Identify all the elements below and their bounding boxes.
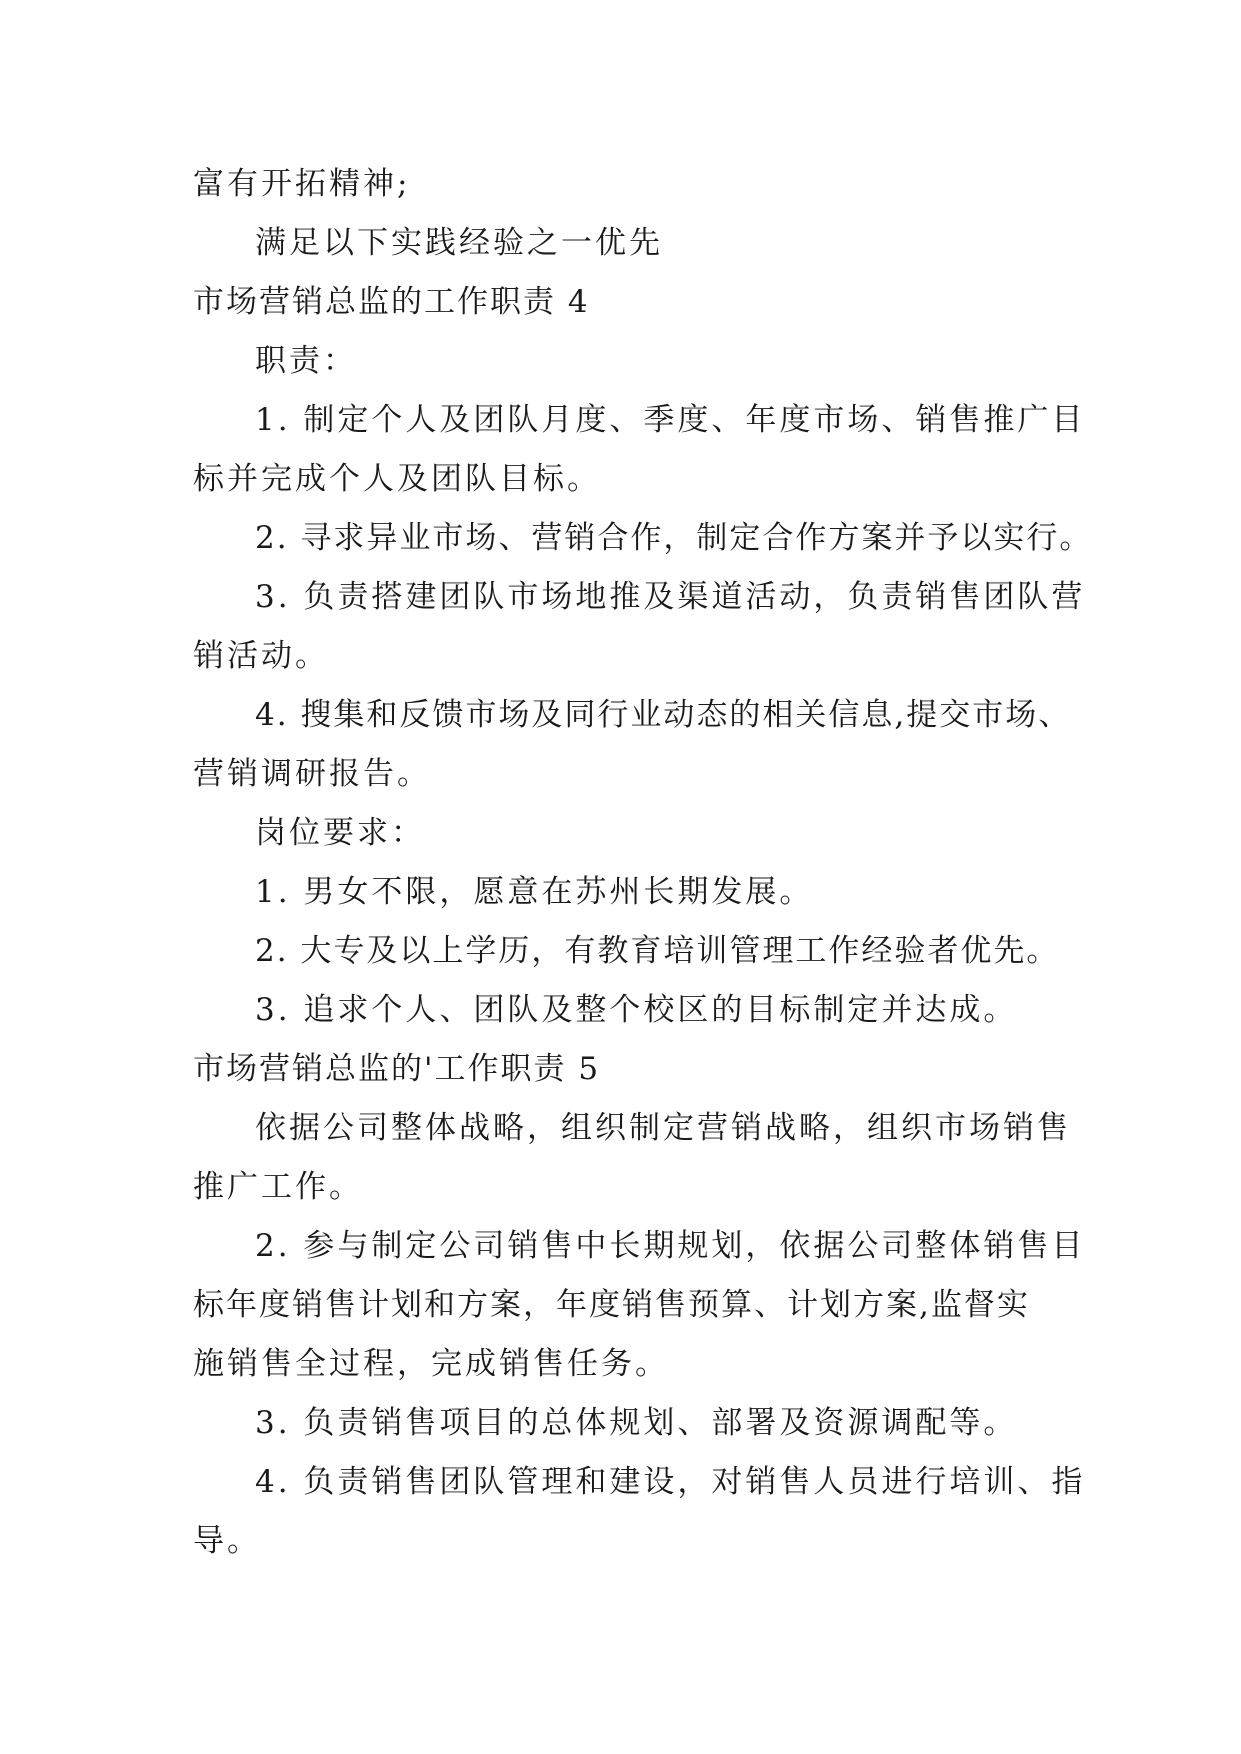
list-item: 3. 负责搭建团队市场地推及渠道活动，负责销售团队营 <box>255 579 1086 615</box>
subsection-label: 职责： <box>255 343 357 379</box>
list-item: 2. 大专及以上学历，有教育培训管理工作经验者优先。 <box>255 933 1060 969</box>
document-page <box>193 155 1093 1571</box>
list-item: 1. 制定个人及团队月度、季度、年度市场、销售推广目 <box>255 402 1086 438</box>
list-item-continuation: 导。 <box>193 1523 261 1559</box>
list-item-continuation: 营销调研报告。 <box>193 756 431 792</box>
list-item: 4. 搜集和反馈市场及同行业动态的相关信息,提交市场、 <box>255 697 1072 733</box>
body-text-line: 富有开拓精神; <box>193 166 411 202</box>
list-item: 3. 追求个人、团队及整个校区的目标制定并达成。 <box>255 992 1018 1028</box>
list-item: 1. 男女不限，愿意在苏州长期发展。 <box>255 874 814 910</box>
list-item-continuation: 标年度销售计划和方案，年度销售预算、计划方案,监督实 <box>193 1287 1030 1323</box>
body-text-line: 满足以下实践经验之一优先 <box>255 225 663 261</box>
body-text-continuation: 推广工作。 <box>193 1169 363 1205</box>
section-heading: 市场营销总监的工作职责 4 <box>193 284 590 320</box>
list-item: 4. 负责销售团队管理和建设，对销售人员进行培训、指 <box>255 1464 1086 1500</box>
list-item-continuation: 施销售全过程，完成销售任务。 <box>193 1346 669 1382</box>
list-item: 3. 负责销售项目的总体规划、部署及资源调配等。 <box>255 1405 1018 1441</box>
body-text-line: 依据公司整体战略，组织制定营销战略，组织市场销售 <box>255 1110 1071 1146</box>
subsection-label: 岗位要求： <box>255 815 425 851</box>
section-heading: 市场营销总监的'工作职责 5 <box>193 1051 601 1087</box>
list-item-continuation: 销活动。 <box>193 638 329 674</box>
list-item-continuation: 标并完成个人及团队目标。 <box>193 461 601 497</box>
list-item: 2. 寻求异业市场、营销合作，制定合作方案并予以实行。 <box>255 520 1093 556</box>
list-item: 2. 参与制定公司销售中长期规划，依据公司整体销售目 <box>255 1228 1086 1264</box>
